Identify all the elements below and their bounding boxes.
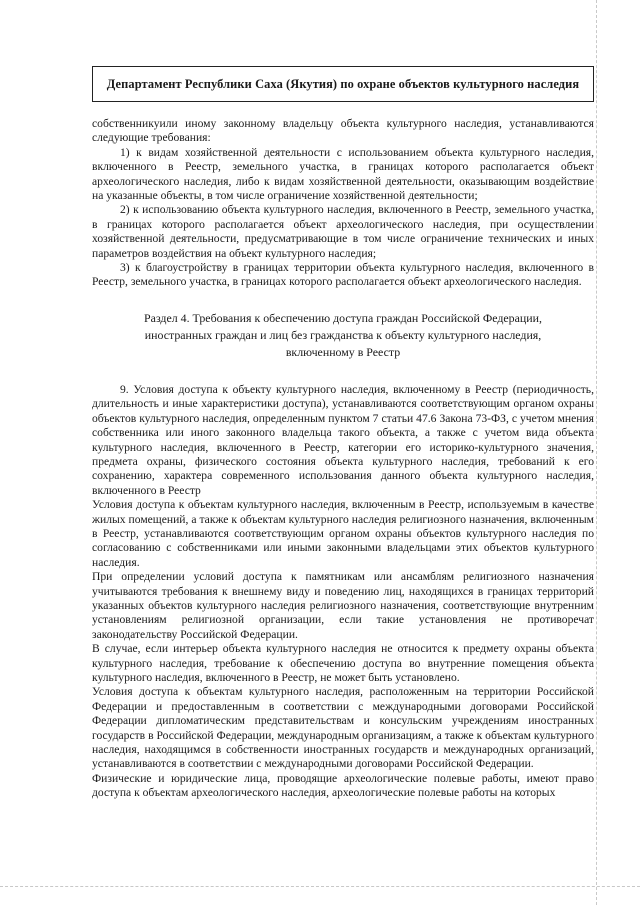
section-title-line: включенному в Реестр: [285, 344, 401, 359]
paragraph: В случае, если интерьер объекта культурного наследия не относится к предмету охраны объекта культурного наследия, требование к обеспечению доступа во внутренние помещения объекта культурного наследия, включенного в Реестр, не может быть установлено.: [92, 642, 594, 684]
paragraph-requirement-1: 1) к видам хозяйственной деятельности с использованием объекта культурного наследия, включенного в Реестр, земельного участка, в границах которого располагается объект археологического наследия, либо к видам хозяйственной деятельности, оказывающим воздействие на указанные объекты, в том числе ограничение хозяйственной деятельности;: [92, 145, 594, 203]
paragraph: Физические и юридические лица, проводящие археологические полевые работы, имеют право доступа к объектам археологического наследия, археологические полевые работы на которых: [92, 771, 594, 800]
scan-fold-line-vertical: [596, 0, 597, 905]
scan-fold-line-horizontal: [0, 886, 640, 887]
paragraph: Условия доступа к объектам культурного наследия, расположенным на территории Российской Федерации и предоставленным в соответствии с международными договорами Российской Федерации дипломатическим представительствам и консульским учреждениям иностранных государств в Российской Федерации, международным организациям, а также к объектам культурного наследия, находящимся в собственности иностранных государств и международных организаций, устанавливаются в соответствии с международными договорами Российской Федерации.: [92, 685, 594, 771]
paragraph: собственникуили иному законному владельцу объекта культурного наследия, устанавливаются следующие требования:: [92, 117, 594, 145]
department-header-title: Департамент Республики Саха (Якутия) по охране объектов культурного наследия: [106, 76, 580, 91]
paragraph: При определении условий доступа к памятникам или ансамблям религиозного назначения учитываются требования к внешнему виду и поведению лиц, находящихся в границах территорий указанных объектов культурного наследия религиозного назначения, соответствующие внутренним установлениям религиозной организации, если такие установления не противоречат законодательству Российской Федерации.: [92, 570, 594, 641]
paragraph: Условия доступа к объектам культурного наследия, включенным в Реестр, используемым в качестве жилых помещений, а также к объектам культурного наследия религиозного назначения, включенным в Реестр, устанавливаются соответствующим органом охраны объектов культурного наследия по согласованию с собственниками или иными законными владельцами этих объектов культурного наследия.: [92, 498, 594, 569]
section-4-title: [92, 310, 594, 361]
document-body: [92, 117, 594, 801]
section-title-line: Раздел 4. Требования к обеспечению доступа граждан Российской Федерации,: [144, 310, 542, 325]
paragraph-requirement-2: 2) к использованию объекта культурного наследия, включенного в Реестр, земельного участка, в границах которого располагается объект археологического наследия, при осуществлении хозяйственной деятельности, предусматривающие в том числе ограничение технических и иных параметров воздействия на объект культурного наследия;: [92, 203, 594, 260]
paragraph-requirement-3: 3) к благоустройству в границах территории объекта культурного наследия, включенного в Реестр, земельного участка, в границах которого располагается объект археологического наследия.: [92, 261, 594, 289]
department-header: [92, 66, 594, 102]
section-title-line: иностранных граждан и лиц без гражданства к объекту культурного наследия,: [144, 327, 542, 342]
paragraph-item-9: 9. Условия доступа к объекту культурного наследия, включенному в Реестр (периодичность, длительность и иные характеристики доступа), устанавливаются соответствующим органом охраны объектов культурного наследия, определенным пунктом 7 статьи 47.6 Закона 73-ФЗ, с учетом мнения собственника или иного законного владельца такого объекта, а также с учетом вида объекта культурного наследия, включенного в Реестр, категории его историко-культурного значения, предмета охраны, физического состояния объекта культурного наследия, требований к его сохранению, характера современного использования данного объекта культурного наследия, включенного в Реестр: [92, 382, 594, 497]
